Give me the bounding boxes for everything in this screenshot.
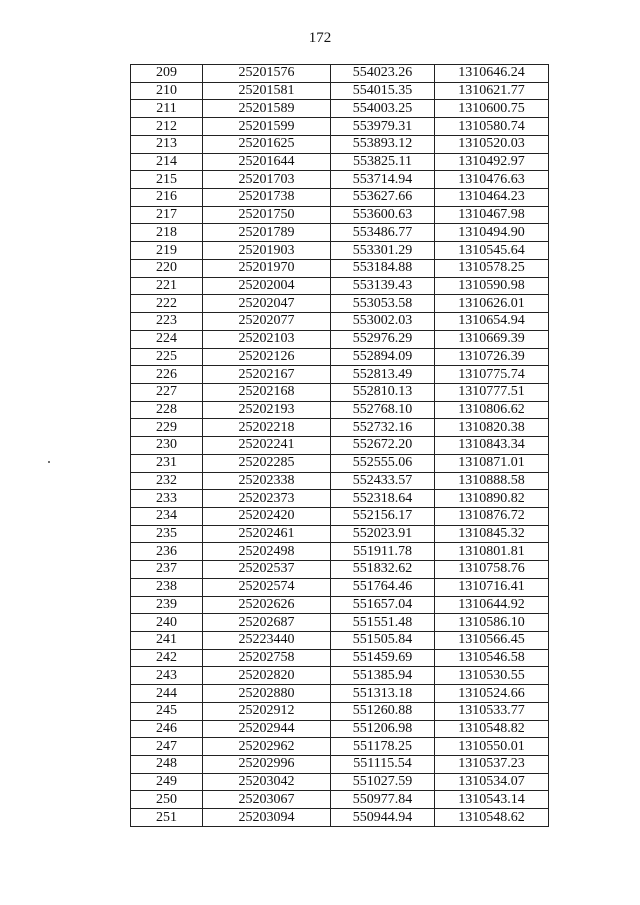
- x-coordinate-cell: 552433.57: [331, 472, 435, 490]
- x-coordinate-cell: 551832.62: [331, 561, 435, 579]
- point-id-cell: 25201589: [203, 100, 331, 118]
- point-id-cell: 25202193: [203, 401, 331, 419]
- table-row: [131, 383, 549, 401]
- point-number-cell: 224: [131, 330, 203, 348]
- point-number-cell: 239: [131, 596, 203, 614]
- y-coordinate-cell: 1310890.82: [435, 490, 549, 508]
- x-coordinate-cell: 552813.49: [331, 366, 435, 384]
- point-number-cell: 214: [131, 153, 203, 171]
- point-number-cell: 234: [131, 507, 203, 525]
- point-id-cell: 25202420: [203, 507, 331, 525]
- table-row: [131, 791, 549, 809]
- table-row: [131, 82, 549, 100]
- point-id-cell: 25201576: [203, 65, 331, 83]
- table-row: [131, 153, 549, 171]
- point-id-cell: 25202912: [203, 702, 331, 720]
- table-row: [131, 313, 549, 331]
- table-row: [131, 667, 549, 685]
- x-coordinate-cell: 553486.77: [331, 224, 435, 242]
- x-coordinate-cell: 551505.84: [331, 632, 435, 650]
- x-coordinate-cell: 551313.18: [331, 685, 435, 703]
- table-row: [131, 259, 549, 277]
- table-row: [131, 171, 549, 189]
- y-coordinate-cell: 1310646.24: [435, 65, 549, 83]
- x-coordinate-cell: 550944.94: [331, 809, 435, 827]
- table-row: [131, 295, 549, 313]
- point-number-cell: 241: [131, 632, 203, 650]
- point-number-cell: 230: [131, 437, 203, 455]
- point-number-cell: 246: [131, 720, 203, 738]
- x-coordinate-cell: 551115.54: [331, 756, 435, 774]
- point-number-cell: 236: [131, 543, 203, 561]
- table-row: [131, 401, 549, 419]
- table-row: [131, 242, 549, 260]
- y-coordinate-cell: 1310590.98: [435, 277, 549, 295]
- point-id-cell: 25202126: [203, 348, 331, 366]
- point-id-cell: 25201970: [203, 259, 331, 277]
- point-id-cell: 25203067: [203, 791, 331, 809]
- point-number-cell: 247: [131, 738, 203, 756]
- point-id-cell: 25202626: [203, 596, 331, 614]
- point-id-cell: 25202687: [203, 614, 331, 632]
- point-number-cell: 249: [131, 773, 203, 791]
- point-id-cell: 25202047: [203, 295, 331, 313]
- point-number-cell: 221: [131, 277, 203, 295]
- table-row: [131, 206, 549, 224]
- point-id-cell: 25201703: [203, 171, 331, 189]
- x-coordinate-cell: 553301.29: [331, 242, 435, 260]
- y-coordinate-cell: 1310548.62: [435, 809, 549, 827]
- y-coordinate-cell: 1310777.51: [435, 383, 549, 401]
- y-coordinate-cell: 1310494.90: [435, 224, 549, 242]
- x-coordinate-cell: 552672.20: [331, 437, 435, 455]
- x-coordinate-cell: 553714.94: [331, 171, 435, 189]
- point-id-cell: 25201903: [203, 242, 331, 260]
- y-coordinate-cell: 1310654.94: [435, 313, 549, 331]
- x-coordinate-cell: 552023.91: [331, 525, 435, 543]
- table-row: [131, 720, 549, 738]
- point-id-cell: 25202168: [203, 383, 331, 401]
- x-coordinate-cell: 552810.13: [331, 383, 435, 401]
- point-number-cell: 243: [131, 667, 203, 685]
- table-row: [131, 366, 549, 384]
- point-id-cell: 25201644: [203, 153, 331, 171]
- point-number-cell: 228: [131, 401, 203, 419]
- point-id-cell: 25202167: [203, 366, 331, 384]
- point-id-cell: 25202103: [203, 330, 331, 348]
- table-row: [131, 525, 549, 543]
- x-coordinate-cell: 552768.10: [331, 401, 435, 419]
- table-row: [131, 437, 549, 455]
- table-row: [131, 578, 549, 596]
- x-coordinate-cell: 552318.64: [331, 490, 435, 508]
- y-coordinate-cell: 1310600.75: [435, 100, 549, 118]
- table-row: [131, 348, 549, 366]
- y-coordinate-cell: 1310586.10: [435, 614, 549, 632]
- point-id-cell: 25202880: [203, 685, 331, 703]
- x-coordinate-cell: 552156.17: [331, 507, 435, 525]
- point-number-cell: 225: [131, 348, 203, 366]
- point-number-cell: 229: [131, 419, 203, 437]
- table-row: [131, 685, 549, 703]
- y-coordinate-cell: 1310467.98: [435, 206, 549, 224]
- table-row: [131, 614, 549, 632]
- x-coordinate-cell: 551027.59: [331, 773, 435, 791]
- coordinates-table-body: [131, 65, 549, 827]
- point-number-cell: 213: [131, 135, 203, 153]
- y-coordinate-cell: 1310578.25: [435, 259, 549, 277]
- x-coordinate-cell: 552732.16: [331, 419, 435, 437]
- point-number-cell: 212: [131, 118, 203, 136]
- y-coordinate-cell: 1310888.58: [435, 472, 549, 490]
- point-number-cell: 227: [131, 383, 203, 401]
- point-id-cell: 25202962: [203, 738, 331, 756]
- page-number: 172: [308, 30, 332, 46]
- point-id-cell: 25202758: [203, 649, 331, 667]
- point-number-cell: 250: [131, 791, 203, 809]
- y-coordinate-cell: 1310580.74: [435, 118, 549, 136]
- point-number-cell: 215: [131, 171, 203, 189]
- x-coordinate-cell: 553053.58: [331, 295, 435, 313]
- y-coordinate-cell: 1310758.76: [435, 561, 549, 579]
- table-row: [131, 738, 549, 756]
- point-number-cell: 235: [131, 525, 203, 543]
- table-row: [131, 561, 549, 579]
- y-coordinate-cell: 1310669.39: [435, 330, 549, 348]
- point-id-cell: 25202241: [203, 437, 331, 455]
- x-coordinate-cell: 550977.84: [331, 791, 435, 809]
- x-coordinate-cell: 551385.94: [331, 667, 435, 685]
- x-coordinate-cell: 552555.06: [331, 454, 435, 472]
- table-row: [131, 330, 549, 348]
- point-id-cell: 25202373: [203, 490, 331, 508]
- y-coordinate-cell: 1310871.01: [435, 454, 549, 472]
- y-coordinate-cell: 1310543.14: [435, 791, 549, 809]
- point-number-cell: 216: [131, 189, 203, 207]
- point-number-cell: 223: [131, 313, 203, 331]
- point-id-cell: 25202820: [203, 667, 331, 685]
- y-coordinate-cell: 1310843.34: [435, 437, 549, 455]
- x-coordinate-cell: 553979.31: [331, 118, 435, 136]
- x-coordinate-cell: 553184.88: [331, 259, 435, 277]
- y-coordinate-cell: 1310726.39: [435, 348, 549, 366]
- point-id-cell: 25203042: [203, 773, 331, 791]
- point-id-cell: 25203094: [203, 809, 331, 827]
- table-row: [131, 65, 549, 83]
- point-number-cell: 245: [131, 702, 203, 720]
- y-coordinate-cell: 1310464.23: [435, 189, 549, 207]
- table-row: [131, 702, 549, 720]
- x-coordinate-cell: 551178.25: [331, 738, 435, 756]
- table-row: [131, 543, 549, 561]
- y-coordinate-cell: 1310545.64: [435, 242, 549, 260]
- x-coordinate-cell: 551551.48: [331, 614, 435, 632]
- point-number-cell: 217: [131, 206, 203, 224]
- x-coordinate-cell: 553002.03: [331, 313, 435, 331]
- point-id-cell: 25201738: [203, 189, 331, 207]
- x-coordinate-cell: 551657.04: [331, 596, 435, 614]
- x-coordinate-cell: 554003.25: [331, 100, 435, 118]
- point-id-cell: 25201581: [203, 82, 331, 100]
- point-number-cell: 240: [131, 614, 203, 632]
- y-coordinate-cell: 1310537.23: [435, 756, 549, 774]
- table-row: [131, 632, 549, 650]
- y-coordinate-cell: 1310566.45: [435, 632, 549, 650]
- table-row: [131, 756, 549, 774]
- y-coordinate-cell: 1310548.82: [435, 720, 549, 738]
- point-id-cell: 25202574: [203, 578, 331, 596]
- table-row: [131, 773, 549, 791]
- point-number-cell: 248: [131, 756, 203, 774]
- point-number-cell: 237: [131, 561, 203, 579]
- point-number-cell: 226: [131, 366, 203, 384]
- y-coordinate-cell: 1310476.63: [435, 171, 549, 189]
- x-coordinate-cell: 552894.09: [331, 348, 435, 366]
- x-coordinate-cell: 551260.88: [331, 702, 435, 720]
- y-coordinate-cell: 1310845.32: [435, 525, 549, 543]
- x-coordinate-cell: 553600.63: [331, 206, 435, 224]
- coordinates-table: [130, 64, 549, 827]
- y-coordinate-cell: 1310626.01: [435, 295, 549, 313]
- y-coordinate-cell: 1310716.41: [435, 578, 549, 596]
- point-id-cell: 25202077: [203, 313, 331, 331]
- table-row: [131, 135, 549, 153]
- y-coordinate-cell: 1310534.07: [435, 773, 549, 791]
- y-coordinate-cell: 1310775.74: [435, 366, 549, 384]
- point-id-cell: 25202218: [203, 419, 331, 437]
- y-coordinate-cell: 1310801.81: [435, 543, 549, 561]
- point-id-cell: 25202285: [203, 454, 331, 472]
- y-coordinate-cell: 1310644.92: [435, 596, 549, 614]
- table-row: [131, 189, 549, 207]
- point-id-cell: 25202338: [203, 472, 331, 490]
- point-number-cell: 232: [131, 472, 203, 490]
- x-coordinate-cell: 553627.66: [331, 189, 435, 207]
- point-number-cell: 244: [131, 685, 203, 703]
- point-id-cell: 25202004: [203, 277, 331, 295]
- point-id-cell: 25202944: [203, 720, 331, 738]
- point-id-cell: 25223440: [203, 632, 331, 650]
- table-row: [131, 809, 549, 827]
- point-number-cell: 233: [131, 490, 203, 508]
- y-coordinate-cell: 1310621.77: [435, 82, 549, 100]
- y-coordinate-cell: 1310533.77: [435, 702, 549, 720]
- point-number-cell: 242: [131, 649, 203, 667]
- point-number-cell: 211: [131, 100, 203, 118]
- point-number-cell: 220: [131, 259, 203, 277]
- y-coordinate-cell: 1310492.97: [435, 153, 549, 171]
- y-coordinate-cell: 1310520.03: [435, 135, 549, 153]
- x-coordinate-cell: 551206.98: [331, 720, 435, 738]
- table-row: [131, 118, 549, 136]
- table-row: [131, 454, 549, 472]
- table-row: [131, 490, 549, 508]
- point-id-cell: 25201789: [203, 224, 331, 242]
- point-number-cell: 238: [131, 578, 203, 596]
- y-coordinate-cell: 1310546.58: [435, 649, 549, 667]
- x-coordinate-cell: 552976.29: [331, 330, 435, 348]
- x-coordinate-cell: 551764.46: [331, 578, 435, 596]
- point-number-cell: 210: [131, 82, 203, 100]
- point-id-cell: 25201750: [203, 206, 331, 224]
- point-id-cell: 25202537: [203, 561, 331, 579]
- y-coordinate-cell: 1310820.38: [435, 419, 549, 437]
- point-number-cell: 219: [131, 242, 203, 260]
- table-row: [131, 649, 549, 667]
- point-number-cell: 209: [131, 65, 203, 83]
- table-row: [131, 277, 549, 295]
- point-number-cell: 231: [131, 454, 203, 472]
- x-coordinate-cell: 553893.12: [331, 135, 435, 153]
- point-number-cell: 218: [131, 224, 203, 242]
- point-id-cell: 25202498: [203, 543, 331, 561]
- point-id-cell: 25201599: [203, 118, 331, 136]
- y-coordinate-cell: 1310524.66: [435, 685, 549, 703]
- table-row: [131, 419, 549, 437]
- table-row: [131, 224, 549, 242]
- table-row: [131, 100, 549, 118]
- point-number-cell: 251: [131, 809, 203, 827]
- table-row: [131, 472, 549, 490]
- table-row: [131, 596, 549, 614]
- table-row: [131, 507, 549, 525]
- point-id-cell: 25202461: [203, 525, 331, 543]
- point-id-cell: 25201625: [203, 135, 331, 153]
- x-coordinate-cell: 551459.69: [331, 649, 435, 667]
- point-id-cell: 25202996: [203, 756, 331, 774]
- y-coordinate-cell: 1310806.62: [435, 401, 549, 419]
- stray-dot-mark: [48, 461, 50, 463]
- y-coordinate-cell: 1310530.55: [435, 667, 549, 685]
- x-coordinate-cell: 553139.43: [331, 277, 435, 295]
- y-coordinate-cell: 1310876.72: [435, 507, 549, 525]
- x-coordinate-cell: 553825.11: [331, 153, 435, 171]
- x-coordinate-cell: 554015.35: [331, 82, 435, 100]
- point-number-cell: 222: [131, 295, 203, 313]
- x-coordinate-cell: 554023.26: [331, 65, 435, 83]
- x-coordinate-cell: 551911.78: [331, 543, 435, 561]
- y-coordinate-cell: 1310550.01: [435, 738, 549, 756]
